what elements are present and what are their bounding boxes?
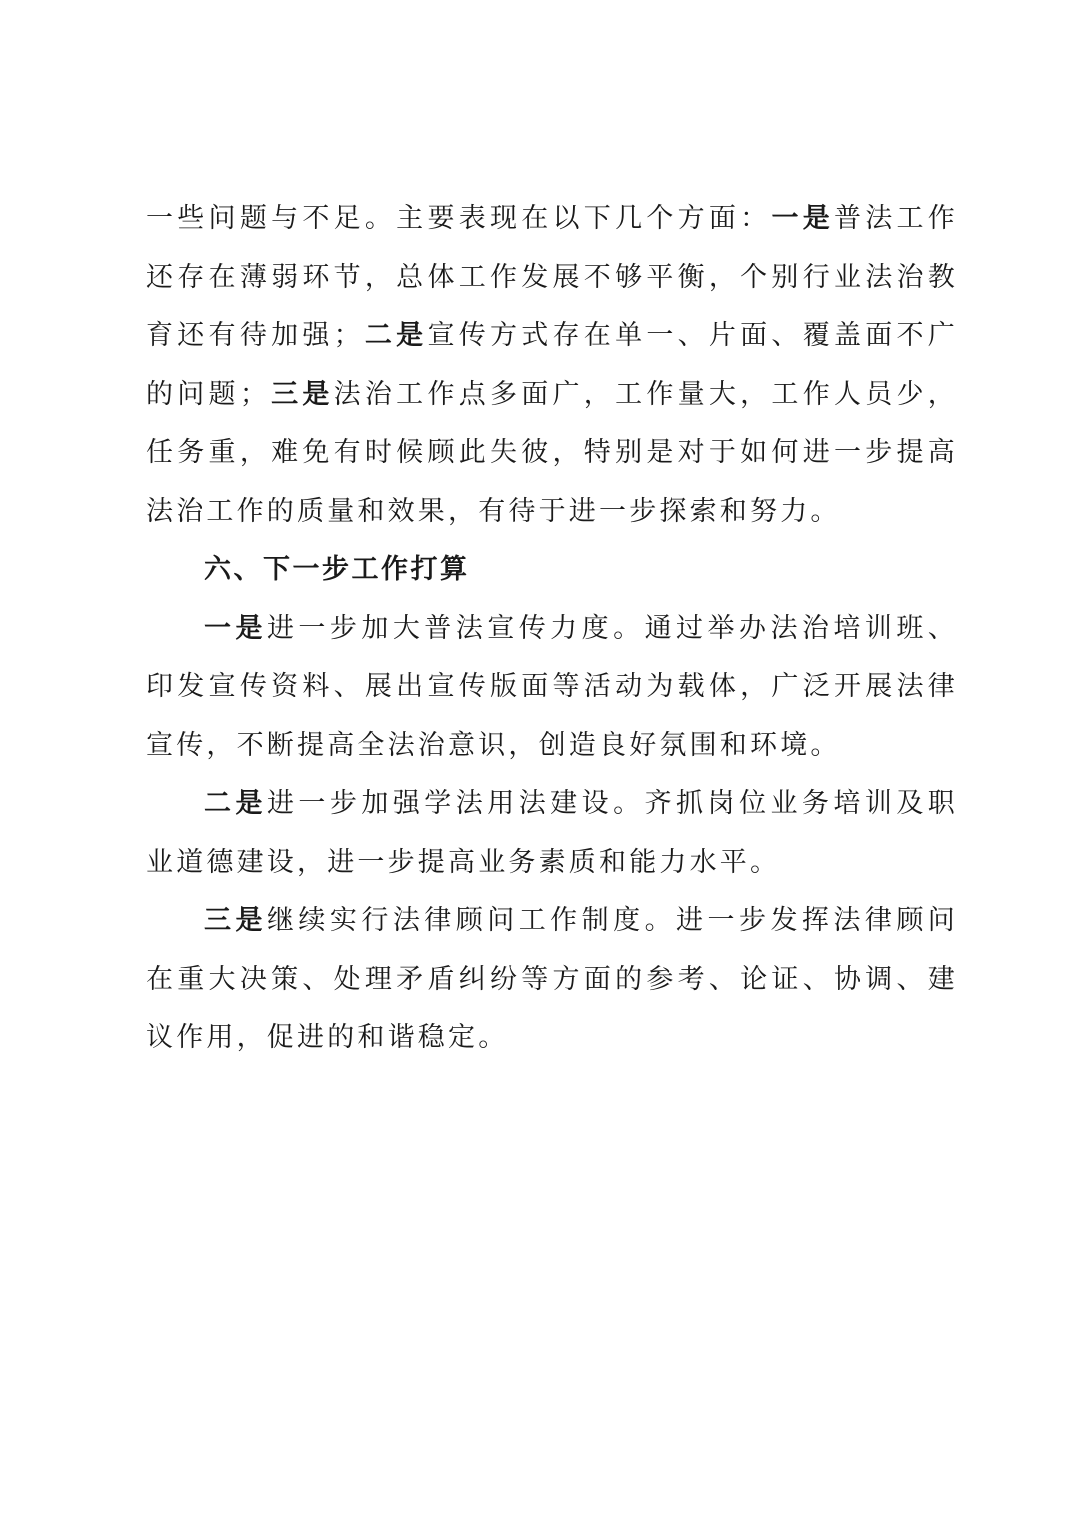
section-heading: 六、下一步工作打算 (204, 554, 470, 585)
lead-phrase: 一是 (771, 203, 834, 234)
plan-paragraph-3 (146, 892, 958, 1068)
lead-phrase: 三是 (204, 905, 267, 936)
lead-phrase: 三是 (270, 378, 334, 410)
plan-paragraph-2 (146, 775, 958, 892)
paragraph-text: 宣传方式存在单一、片面、覆盖面不广的问题； (146, 320, 958, 410)
paragraph-text: 进一步加强学法用法建设。齐抓岗位业务培训及职业道德建设，进一步提高业务素质和能力水平。 (146, 788, 959, 878)
continued-paragraph (146, 190, 958, 541)
document-page (146, 190, 958, 1068)
lead-phrase: 二是 (204, 788, 267, 819)
lead-phrase: 一是 (204, 612, 267, 644)
plan-paragraph-1 (146, 600, 958, 776)
paragraph-text: 继续实行法律顾问工作制度。进一步发挥法律顾问在重大决策、处理矛盾纠纷等方面的参考、论证、协调、建议作用，促进的和谐稳定。 (146, 905, 959, 1053)
paragraph-text: 法治工作点多面广，工作量大，工作人员少，任务重，难免有时候顾此失彼，特别是对于如何进一步提高法治工作的质量和效果，有待于进一步探索和努力。 (146, 378, 958, 527)
paragraph-text: 一些问题与不足。主要表现在以下几个方面： (146, 203, 772, 234)
lead-phrase: 二是 (363, 320, 428, 351)
paragraph-text: 进一步加大普法宣传力度。通过举办法治培训班、印发宣传资料、展出宣传版面等活动为载体，广泛开展法律宣传，不断提高全法治意识，创造良好氛围和环境。 (146, 612, 959, 761)
paragraph-text: 普法工作还存在薄弱环节，总体工作发展不够平衡，个别行业法治教育还有待加强； (146, 203, 958, 351)
